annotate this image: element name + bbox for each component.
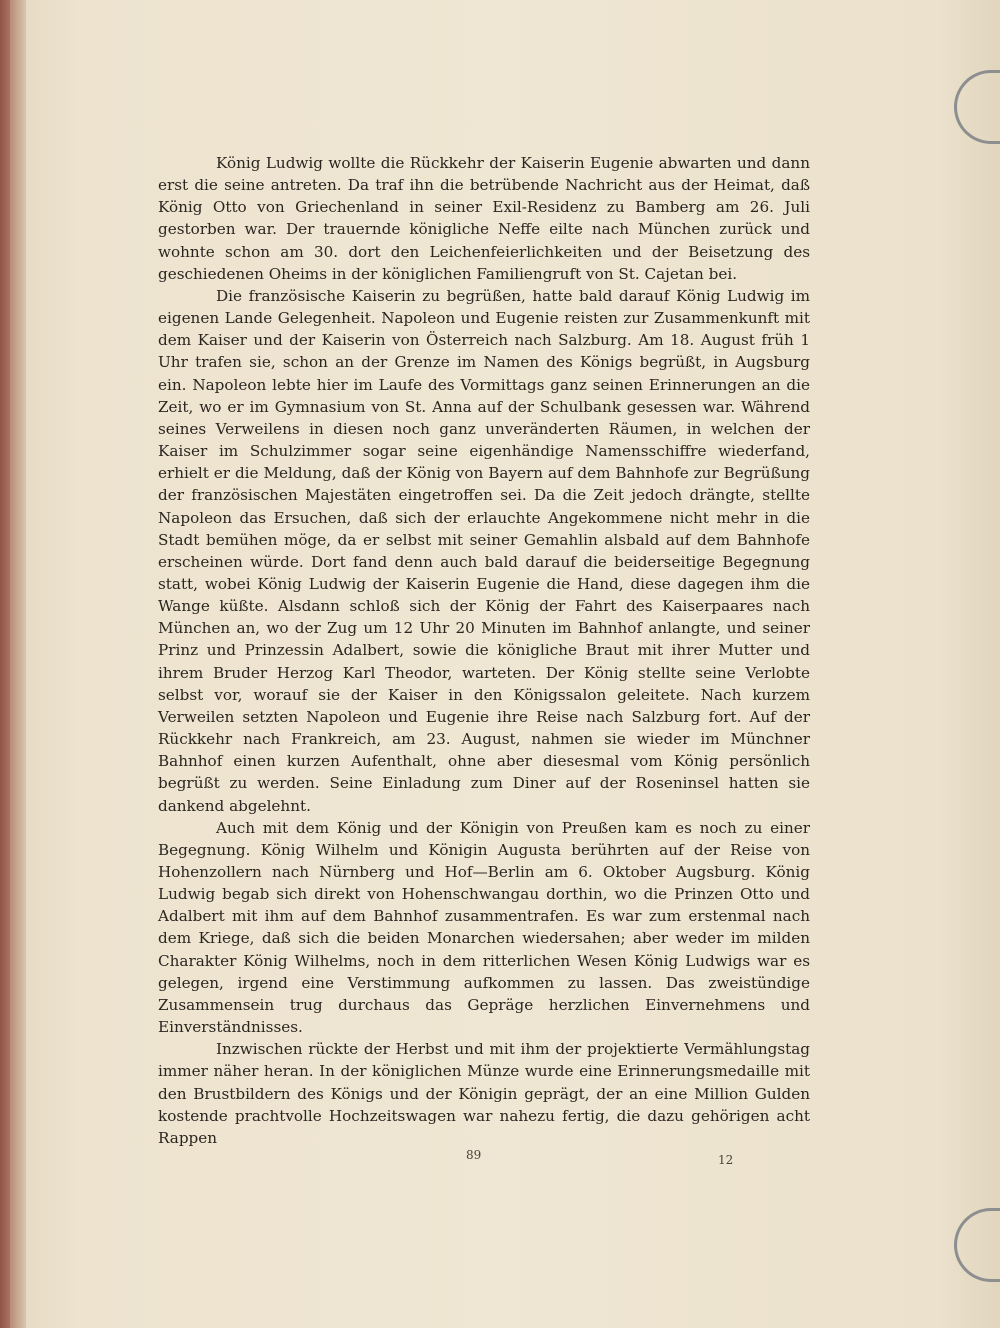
paragraph-1: König Ludwig wollte die Rückkehr der Kaiserin Eugenie abwarten und dann erst die seine antreten. Da traf ihn die betrübende Nachricht aus der Heimat, daß König Otto von Griechenland in seiner Exil-Residenz zu Bamberg am 26. Juli gestorben war. Der trauernde königliche Neffe eilte nach München zurück und wohnte schon am 30. dort den Leichenfeierlichkeiten und der Beisetzung des geschiedenen Oheims in der königlichen Familiengruft von St. Cajetan bei. (158, 154, 810, 283)
paper-clip-top (954, 70, 1000, 144)
paper-clip-bottom (954, 1208, 1000, 1282)
paragraph-2: Die französische Kaiserin zu begrüßen, hatte bald darauf König Ludwig im eigenen Lande Gelegenheit. Napoleon und Eugenie reisten zur Zusammenkunft mit dem Kaiser und der Kaiserin von Österreich nach Salzburg. Am 18. August früh 1 Uhr trafen sie, schon an der Grenze im Namen des Königs begrüßt, in Augsburg ein. Napoleon lebte hier im Laufe des Vormittags ganz seinen Erinnerungen an die Zeit, wo er im Gymnasium von St. Anna auf der Schulbank gesessen war. Während seines Verweilens in diesen noch ganz unveränderten Räumen, in welchen der Kaiser im Schulzimmer sogar seine eigenhändige Namensschiffre wiederfand, erhielt er die Meldung, daß der König von Bayern auf dem Bahnhofe zur Begrüßung der französischen Majestäten eingetroffen sei. Da die Zeit jedoch drängte, stellte Napoleon das Ersuchen, daß sich der erlauchte Angekommene nicht mehr in die Stadt bemühen möge, da er selbst mit seiner Gemahlin alsbald auf dem Bahnhofe erscheinen würde. Dort fand denn auch bald darauf die beiderseitige Begegnung statt, wobei König Ludwig der Kaiserin Eugenie die Hand, diese dagegen ihm die Wange küßte. Alsdann schloß sich der König der Fahrt des Kaiserpaares nach München an, wo der Zug um 12 Uhr 20 Minuten im Bahnhof anlangte, und seiner Prinz und Prinzessin Adalbert, sowie die königliche Braut mit ihrer Mutter und ihrem Bruder Herzog Karl Theodor, warteten. Der König stellte seine Verlobte selbst vor, worauf sie der Kaiser in den Königssalon geleitete. Nach kurzem Verweilen setzten Napoleon und Eugenie ihre Reise nach Salzburg fort. Auf der Rückkehr nach Frankreich, am 23. August, nahmen sie wieder im Münchner Bahnhof einen kurzen Aufenthalt, ohne aber diesesmal vom König persönlich begrüßt zu werden. Seine Einladung zum Diner auf der Roseninsel hatten sie dankend abgelehnt. (158, 286, 810, 815)
paragraph-4: Inzwischen rückte der Herbst und mit ihm der projektierte Vermählungstag immer näher heran. In der königlichen Münze wurde eine Erinnerungsmedaille mit den Brustbildern des Königs und der Königin geprägt, der an eine Million Gulden kostende prachtvolle Hochzeitswagen war nahezu fertig, die dazu gehörigen acht Rappen (158, 1040, 810, 1147)
signature-mark: 12 (718, 1153, 734, 1167)
binding-shadow (0, 0, 10, 1328)
paragraph-3: Auch mit dem König und der Königin von Preußen kam es noch zu einer Begegnung. König Wilhelm und Königin Augusta berührten auf der Reise von Hohenzollern nach Nürnberg und Hof—Berlin am 6. Oktober Augsburg. König Ludwig begab sich direkt von Hohenschwangau dorthin, wo die Prinzen Otto und Adalbert mit ihm auf dem Bahnhof zusammentrafen. Es war zum erstenmal nach dem Kriege, daß sich die beiden Monarchen wiedersahen; aber weder im milden Charakter König Wilhelms, noch in dem ritterlichen Wesen König Ludwigs war es gelegen, irgend eine Verstimmung aufkommen zu lassen. Das zweistündige Zusammensein trug durchaus das Gepräge herzlichen Einvernehmens und Einverständnisses. (158, 818, 810, 1037)
page-number: 89 (466, 1148, 482, 1162)
body-text (158, 152, 810, 1149)
